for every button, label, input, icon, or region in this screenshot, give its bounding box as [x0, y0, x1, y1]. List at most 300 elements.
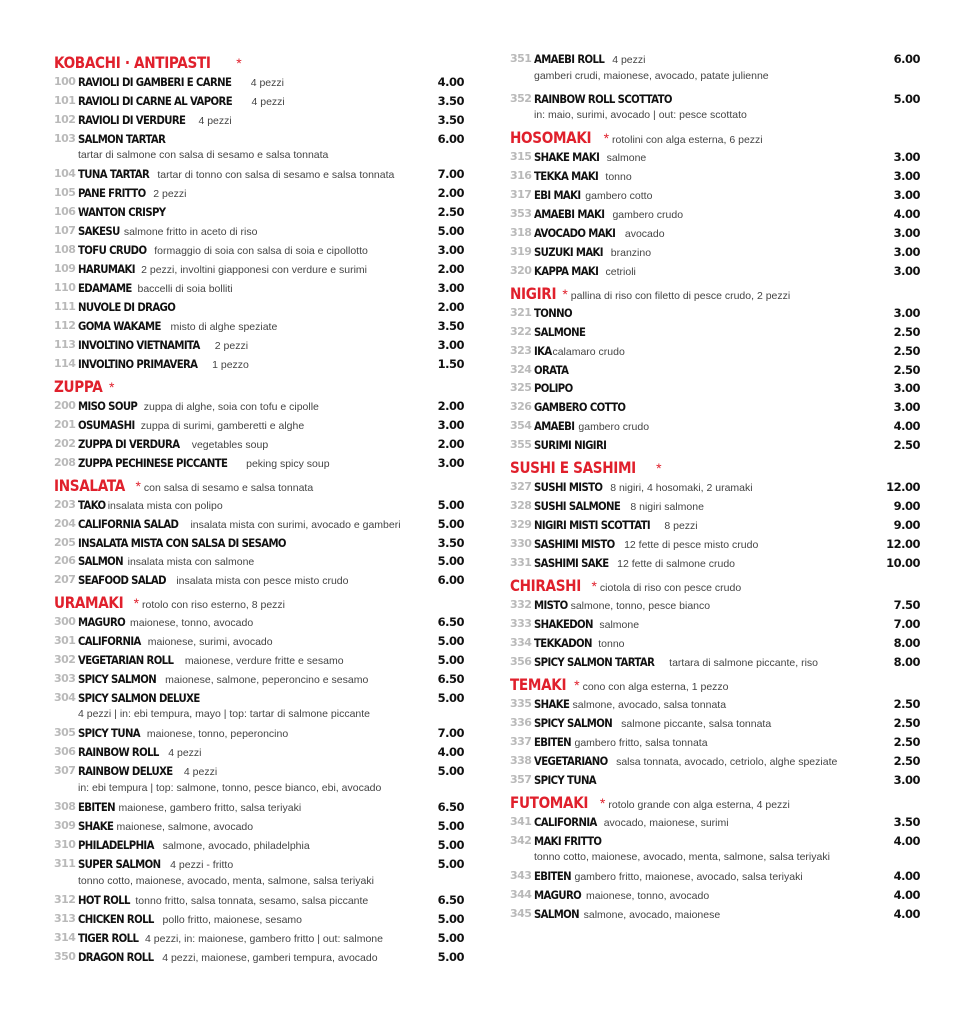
- item-number: 113: [54, 337, 76, 351]
- menu-item: [510, 379, 920, 398]
- item-line: [78, 762, 424, 781]
- item-body: [78, 241, 424, 260]
- item-price: 5.00: [437, 819, 464, 834]
- item-name: PANE FRITTO: [78, 186, 146, 200]
- item-name: CALIFORNIA: [78, 634, 141, 649]
- item-price: 5.00: [437, 857, 464, 872]
- item-description: 8 nigiri, 4 hosomaki, 2 uramaki: [610, 481, 753, 494]
- item-number: 329: [510, 517, 532, 531]
- item-body: [534, 615, 880, 634]
- item-number: 306: [54, 745, 76, 759]
- menu-item: [510, 417, 920, 436]
- item-description: 4 pezzi: [198, 115, 232, 127]
- item-price: 2.00: [437, 398, 464, 413]
- item-line: [534, 417, 880, 436]
- section-title: CHIRASHI: [510, 575, 581, 595]
- item-number: 331: [510, 555, 532, 569]
- item-price: 6.00: [437, 132, 464, 146]
- menu-item: [54, 279, 464, 298]
- item-body: [78, 910, 424, 929]
- menu-item: [54, 298, 464, 317]
- item-line: [534, 323, 880, 341]
- item-price: 3.00: [893, 306, 920, 320]
- item-body: [534, 867, 880, 886]
- item-number: 300: [54, 615, 76, 629]
- item-body: [534, 695, 880, 714]
- item-name: SALMON: [78, 554, 124, 569]
- item-number: 200: [54, 398, 76, 412]
- item-price: 5.00: [437, 950, 464, 965]
- item-body: [78, 817, 424, 836]
- menu-item: [54, 670, 464, 689]
- item-line: [534, 361, 880, 379]
- item-name: RAVIOLI DI VERDURE: [78, 113, 186, 127]
- menu-item: [510, 516, 920, 535]
- item-body: [534, 167, 880, 186]
- item-body: [534, 497, 880, 516]
- item-price: 5.00: [437, 838, 464, 853]
- item-number: 104: [54, 167, 76, 180]
- menu-item: [54, 855, 464, 891]
- item-number: 305: [54, 726, 76, 740]
- item-body: [78, 632, 424, 651]
- item-description: 8 pezzi: [664, 519, 698, 532]
- item-number: 337: [510, 734, 532, 748]
- item-price: 3.00: [437, 455, 464, 470]
- item-name: ZUPPA PECHINESE PICCANTE: [78, 455, 228, 470]
- item-price: 2.50: [893, 715, 920, 730]
- item-body: [534, 361, 880, 379]
- item-body: [78, 836, 424, 855]
- item-description: insalata mista con surimi, avocado e gamberi: [190, 518, 401, 531]
- item-body: [78, 203, 424, 221]
- item-description: maionese, tonno, avocado: [586, 889, 710, 902]
- item-description: 2 pezzi: [153, 188, 187, 200]
- menu-item: [510, 243, 920, 262]
- item-description: gambero cotto: [585, 190, 653, 202]
- item-body: [78, 184, 424, 203]
- item-price: 2.50: [893, 362, 920, 377]
- item-description: peking spicy soup: [246, 457, 330, 470]
- item-line: [78, 910, 424, 929]
- menu-item: [54, 571, 464, 590]
- item-line: [78, 416, 424, 435]
- item-name: MAGURO: [534, 887, 582, 902]
- item-price: 3.50: [437, 94, 464, 108]
- item-name: CHICKEN ROLL: [78, 912, 154, 927]
- item-body: [534, 596, 880, 615]
- item-name: VEGETARIANO: [534, 753, 608, 768]
- item-line: [78, 571, 424, 590]
- item-name: AMAEBI ROLL: [534, 52, 605, 66]
- item-line: [78, 279, 424, 298]
- item-line: [534, 813, 880, 832]
- item-body: [534, 813, 880, 832]
- menu-item: [510, 398, 920, 417]
- item-price: 2.50: [893, 753, 920, 768]
- item-name: TIGER ROLL: [78, 931, 139, 946]
- menu-section-futomaki: [510, 793, 920, 924]
- item-body: [78, 298, 424, 316]
- item-price: 3.00: [437, 242, 464, 257]
- item-number: 108: [54, 242, 76, 256]
- section-header: [510, 458, 920, 478]
- item-name: SPICY SALMON TARTAR: [534, 654, 655, 669]
- item-line: [534, 634, 880, 653]
- item-name: SPICY TUNA: [78, 726, 141, 741]
- item-line: [78, 203, 424, 221]
- item-name: OSUMASHI: [78, 417, 135, 432]
- item-line: [78, 836, 424, 855]
- item-name: SHAKE: [534, 696, 570, 711]
- item-description: 12 fette di salmone crudo: [617, 557, 736, 570]
- item-line: [534, 478, 880, 497]
- item-price: 2.50: [437, 205, 464, 219]
- menu-item: [54, 534, 464, 553]
- item-description: salmone, avocado, philadelphia: [162, 840, 310, 853]
- menu-item: [510, 167, 920, 186]
- item-name: AMAEBI MAKI: [534, 207, 605, 221]
- item-description: baccelli di soia bolliti: [137, 282, 233, 295]
- menu-item: [510, 478, 920, 497]
- item-name: SPICY TUNA: [534, 772, 597, 787]
- item-price: 5.00: [437, 653, 464, 668]
- item-line: [78, 743, 424, 762]
- item-line: [534, 398, 880, 416]
- item-line: [534, 148, 880, 167]
- item-body: [78, 416, 424, 435]
- menu-section-sushi-e-sashimi: [510, 458, 920, 573]
- menu-item: [510, 771, 920, 790]
- item-body: [78, 891, 424, 910]
- item-name: VEGETARIAN ROLL: [78, 653, 174, 668]
- item-details: tonno cotto, maionese, avocado, menta, salmone, salsa teriyaki: [78, 875, 374, 888]
- item-name: RAINBOW ROLL SCOTTATO: [534, 92, 672, 106]
- item-price: 2.50: [893, 324, 920, 339]
- item-number: 301: [54, 634, 76, 648]
- item-name: GAMBERO COTTO: [534, 400, 626, 415]
- menu-item: [510, 304, 920, 323]
- item-line: [534, 90, 880, 108]
- item-name: SALMONE: [534, 324, 586, 339]
- item-price: 4.00: [893, 887, 920, 902]
- item-description: maionese, verdure fritte e sesamo: [184, 655, 344, 668]
- item-description: tonno: [598, 637, 625, 650]
- item-description: 4 pezzi: [250, 77, 284, 89]
- item-body: [534, 224, 880, 243]
- item-price: 5.00: [893, 92, 920, 106]
- item-number: 333: [510, 616, 532, 630]
- item-price: 6.50: [437, 893, 464, 908]
- item-price: 3.00: [893, 400, 920, 415]
- item-description: salmone piccante, salsa tonnata: [621, 717, 772, 730]
- item-body: [534, 554, 880, 573]
- section-asterisk: *: [108, 378, 115, 395]
- menu-section-uramaki: [54, 593, 464, 967]
- item-name: SHAKE MAKI: [534, 150, 600, 164]
- item-number: 351: [510, 52, 532, 65]
- item-name: SASHIMI MISTO: [534, 536, 615, 551]
- item-number: 343: [510, 868, 532, 882]
- section-subtitle: con salsa di sesamo e salsa tonnata: [143, 481, 314, 494]
- item-name: INVOLTINO PRIMAVERA: [78, 356, 198, 371]
- menu-item: [510, 50, 920, 86]
- item-number: 317: [510, 188, 532, 201]
- menu-item: [54, 416, 464, 435]
- item-line: [534, 304, 880, 322]
- item-body: [534, 752, 880, 771]
- item-line: [78, 855, 424, 874]
- item-line: [78, 184, 424, 203]
- item-price: 5.00: [437, 554, 464, 569]
- item-line: [534, 535, 880, 554]
- item-number: 325: [510, 381, 532, 395]
- item-name: ZUPPA DI VERDURA: [78, 436, 180, 451]
- item-line: [78, 613, 424, 632]
- item-line: [534, 554, 880, 573]
- item-price: 3.00: [893, 245, 920, 259]
- item-name: NUVOLE DI DRAGO: [78, 299, 176, 314]
- item-description: 1 pezzo: [212, 358, 249, 371]
- item-name: INVOLTINO VIETNAMITA: [78, 337, 200, 352]
- item-price: 9.00: [893, 498, 920, 513]
- item-price: 7.00: [893, 616, 920, 631]
- section-title: INSALATA: [54, 475, 125, 495]
- item-body: [534, 342, 880, 361]
- item-body: [534, 243, 880, 262]
- item-name: SUSHI MISTO: [534, 479, 603, 494]
- item-number: 352: [510, 92, 532, 105]
- item-number: 109: [54, 261, 76, 275]
- item-name: RAINBOW ROLL: [78, 745, 159, 760]
- item-line: [78, 689, 424, 707]
- item-name: SPICY SALMON: [534, 715, 613, 730]
- item-name: RAVIOLI DI CARNE AL VAPORE: [78, 94, 233, 108]
- section-asterisk: *: [603, 130, 610, 146]
- item-body: [78, 571, 424, 590]
- item-price: 3.00: [437, 280, 464, 295]
- item-number: 314: [54, 931, 76, 945]
- item-price: 3.00: [893, 169, 920, 183]
- item-body: [78, 279, 424, 298]
- item-number: 321: [510, 306, 532, 319]
- item-name: KAPPA MAKI: [534, 264, 599, 278]
- item-body: [534, 262, 880, 281]
- menu-section-continued: [510, 50, 920, 125]
- item-number: 313: [54, 912, 76, 926]
- section-asterisk: *: [656, 459, 662, 476]
- item-name: SEAFOOD SALAD: [78, 573, 166, 588]
- item-description: tonno fritto, salsa tonnata, sesamo, salsa piccante: [135, 895, 369, 908]
- item-number: 100: [54, 75, 76, 88]
- item-price: 6.50: [437, 800, 464, 815]
- item-number: 208: [54, 455, 76, 469]
- item-description: 4 pezzi: [612, 54, 646, 66]
- item-line: [78, 435, 424, 454]
- item-description: vegetables soup: [191, 438, 269, 451]
- item-number: 344: [510, 887, 532, 901]
- item-description: maionese, tonno, peperoncino: [146, 728, 289, 741]
- item-line: [78, 632, 424, 651]
- item-number: 303: [54, 672, 76, 686]
- item-number: 319: [510, 245, 532, 258]
- item-price: 5.00: [437, 634, 464, 649]
- item-number: 353: [510, 207, 532, 220]
- item-body: [78, 651, 424, 670]
- item-name: CALIFORNIA SALAD: [78, 516, 179, 531]
- item-number: 101: [54, 94, 76, 107]
- section-title: ZUPPA: [54, 376, 103, 396]
- item-line: [534, 516, 880, 535]
- section-asterisk: *: [599, 794, 606, 811]
- menu-item: [510, 323, 920, 342]
- item-line: [78, 260, 424, 279]
- menu-section-kobachi-antipasti: [54, 53, 464, 374]
- item-number: 205: [54, 535, 76, 549]
- item-name: DRAGON ROLL: [78, 950, 154, 965]
- item-body: [78, 743, 424, 762]
- item-name: SASHIMI SAKE: [534, 555, 609, 570]
- section-title: NIGIRI: [510, 284, 557, 303]
- item-line: [78, 948, 424, 967]
- section-title: KOBACHI · ANTIPASTI: [54, 53, 211, 72]
- item-name: SUSHI SALMONE: [534, 498, 621, 513]
- item-name: ORATA: [534, 362, 569, 377]
- item-name: EBITEN: [534, 734, 571, 749]
- item-body: [534, 478, 880, 497]
- item-name: AVOCADO MAKI: [534, 226, 616, 240]
- item-name: TEKKA MAKI: [534, 169, 599, 183]
- item-description: zuppa di surimi, gamberetti e alghe: [140, 419, 305, 432]
- item-line: [78, 111, 424, 130]
- menu-item: [510, 554, 920, 573]
- section-subtitle: cono con alga esterna, 1 pezzo: [582, 680, 729, 693]
- menu-item: [510, 148, 920, 167]
- menu-item: [510, 596, 920, 615]
- item-line: [78, 817, 424, 836]
- section-asterisk: *: [135, 477, 141, 494]
- item-number: 112: [54, 318, 76, 332]
- item-number: 356: [510, 654, 532, 668]
- item-price: 3.50: [437, 113, 464, 127]
- item-line: [534, 596, 880, 615]
- item-price: 5.00: [437, 764, 464, 779]
- item-body: [78, 317, 424, 336]
- item-name: CALIFORNIA: [534, 814, 597, 829]
- item-body: [78, 929, 424, 948]
- item-price: 12.00: [886, 479, 920, 494]
- section-subtitle: rotolo con riso esterno, 8 pezzi: [142, 599, 286, 612]
- item-line: [534, 771, 880, 789]
- item-description: calamaro crudo: [552, 345, 625, 358]
- menu-item: [54, 515, 464, 534]
- item-price: 5.00: [437, 691, 464, 706]
- item-name: SAKESU: [78, 223, 120, 238]
- item-body: [534, 417, 880, 436]
- item-number: 334: [510, 635, 532, 649]
- item-price: 5.00: [437, 497, 464, 512]
- item-line: [534, 262, 880, 281]
- item-price: 5.00: [437, 931, 464, 946]
- item-price: 4.00: [893, 418, 920, 433]
- item-name: SUPER SALMON: [78, 857, 161, 872]
- item-number: 350: [54, 950, 76, 964]
- item-body: [78, 435, 424, 454]
- item-line: [78, 222, 424, 241]
- item-line: [78, 891, 424, 910]
- menu-item: [54, 929, 464, 948]
- item-name: TOFU CRUDO: [78, 242, 147, 257]
- item-line: [534, 243, 880, 262]
- menu-item: [54, 397, 464, 416]
- item-price: 3.00: [437, 337, 464, 352]
- item-price: 3.50: [437, 535, 464, 550]
- item-name: NIGIRI MISTI SCOTTATI: [534, 517, 651, 532]
- item-number: 203: [54, 497, 76, 511]
- item-line: [78, 130, 424, 148]
- item-number: 302: [54, 653, 76, 667]
- menu-item: [54, 111, 464, 130]
- menu-item: [54, 130, 464, 165]
- item-number: 312: [54, 893, 76, 907]
- item-line: [534, 905, 880, 924]
- item-number: 102: [54, 113, 76, 126]
- menu-section-chirashi: [510, 576, 920, 672]
- menu-item: [510, 224, 920, 243]
- item-body: [78, 222, 424, 241]
- item-description: 4 pezzi, in: maionese, gambero fritto | out: salmone: [145, 933, 383, 946]
- item-line: [78, 317, 424, 336]
- item-body: [534, 323, 880, 341]
- item-description: 8 nigiri salmone: [630, 500, 704, 513]
- menu-item: [510, 752, 920, 771]
- item-number: 111: [54, 299, 76, 313]
- item-line: [534, 653, 880, 672]
- item-description: gambero crudo: [578, 420, 650, 433]
- item-description: salmone, avocado, maionese: [583, 908, 721, 921]
- menu-item: [510, 205, 920, 224]
- item-description: 4 pezzi: [183, 766, 218, 779]
- item-price: 6.00: [893, 52, 920, 66]
- item-price: 8.00: [893, 654, 920, 669]
- item-body: [534, 304, 880, 322]
- item-number: 318: [510, 226, 532, 239]
- item-body: [78, 534, 424, 552]
- menu-column-left: [54, 50, 464, 967]
- item-body: [534, 50, 880, 86]
- item-details: in: maio, surimi, avocado | out: pesce scottato: [534, 109, 747, 121]
- section-header: [54, 53, 464, 73]
- menu-item: [54, 798, 464, 817]
- item-line: [534, 867, 880, 886]
- item-price: 9.00: [893, 517, 920, 532]
- item-price: 7.00: [437, 167, 464, 181]
- menu-item: [54, 336, 464, 355]
- item-number: 309: [54, 819, 76, 833]
- item-name: INSALATA MISTA CON SALSA DI SESAMO: [78, 535, 286, 550]
- item-description: tonno: [605, 171, 632, 183]
- menu-item: [54, 762, 464, 798]
- menu-item: [510, 714, 920, 733]
- item-line: [78, 73, 424, 92]
- item-line: [78, 651, 424, 670]
- item-body: [78, 689, 424, 724]
- item-description: formaggio di soia con salsa di soia e cipollotto: [154, 244, 368, 257]
- item-price: 8.00: [893, 635, 920, 650]
- item-price: 4.00: [893, 833, 920, 848]
- section-title: TEMAKI: [510, 674, 567, 694]
- item-body: [78, 454, 424, 473]
